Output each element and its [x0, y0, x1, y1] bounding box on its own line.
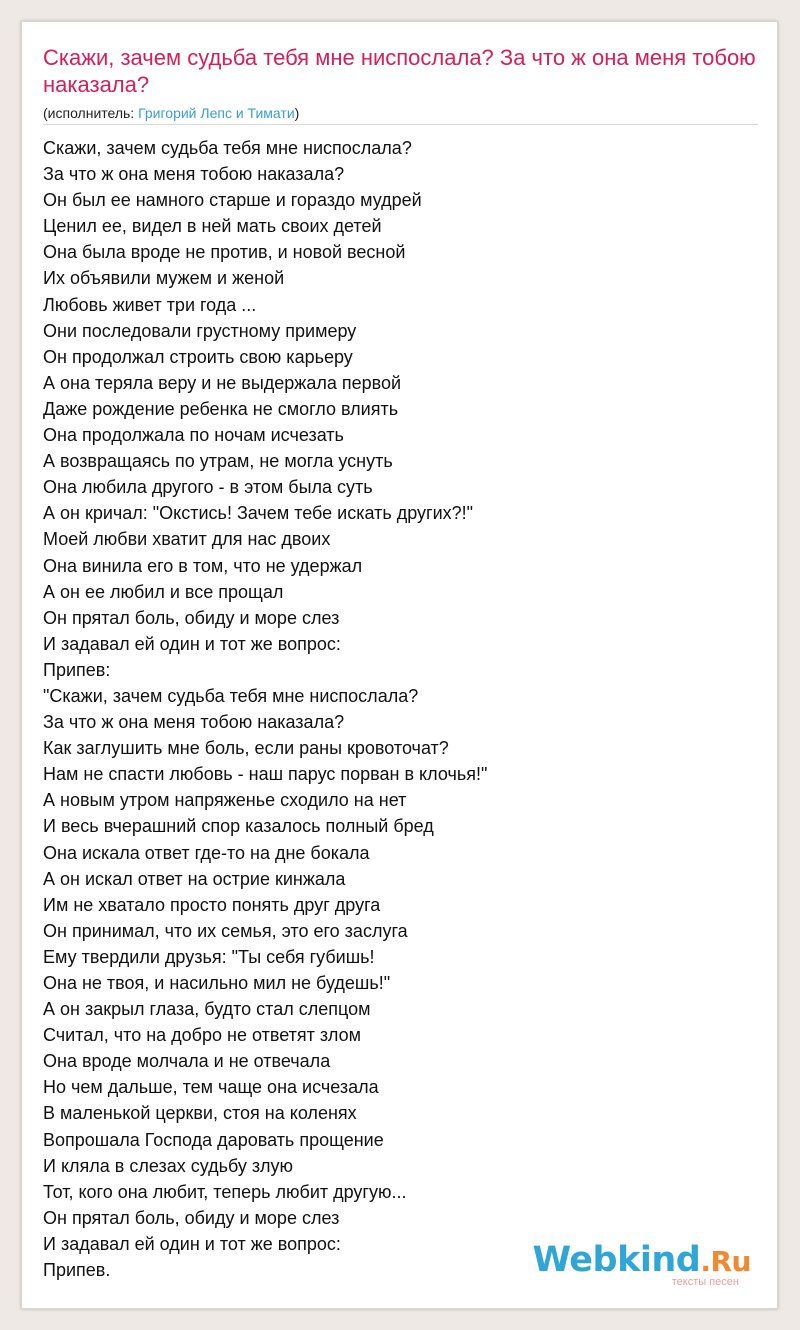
lyric-line: А она теряла веру и не выдержала первой: [43, 372, 402, 393]
lyric-line: Их объявили мужем и женой: [43, 268, 285, 289]
lyric-line: А возвращаясь по утрам, не могла уснуть: [43, 451, 393, 472]
lyric-line: Она вроде молчала и не отвечала: [43, 1051, 331, 1072]
lyric-line: И кляла в слезах судьбу злую: [43, 1155, 293, 1176]
logo-tagline: тексты песен: [671, 1276, 739, 1288]
lyric-line: В маленькой церкви, стоя на коленях: [43, 1103, 357, 1124]
lyric-line: Ему твердили друзья: "Ты себя губишь!: [43, 946, 375, 967]
lyric-line: Они последовали грустному примеру: [43, 320, 357, 341]
lyric-line: А он ее любил и все прощал: [43, 581, 284, 602]
lyric-line: Как заглушить мне боль, если раны кровоточат?: [43, 738, 449, 759]
lyric-line: Скажи, зачем судьба тебя мне ниспослала?: [43, 138, 412, 158]
lyric-line: "Скажи, зачем судьба тебя мне ниспослала?: [43, 685, 419, 706]
lyric-line: А он кричал: "Окстись! Зачем тебе искать других?!": [43, 503, 474, 524]
lyric-line: Она винила его в том, что не удержал: [43, 555, 363, 576]
lyric-line: Даже рождение ребенка не смогло влиять: [43, 398, 399, 419]
lyric-line: И задавал ей один и тот же вопрос:: [43, 633, 341, 654]
lyric-line: За что ж она меня тобою наказала?: [43, 712, 345, 733]
lyric-line: Она искала ответ где-то на дне бокала: [43, 842, 370, 863]
lyric-line: А он закрыл глаза, будто стал слепцом: [43, 999, 371, 1020]
lyric-line: А он искал ответ на острие кинжала: [43, 868, 346, 889]
lyric-line: Он был ее намного старше и гораздо мудрей: [43, 190, 422, 211]
lyric-line: Припев.: [43, 1260, 111, 1281]
lyric-line: Считал, что на добро не ответят злом: [43, 1025, 361, 1046]
logo-wordmark: [532, 1242, 751, 1280]
lyric-line: Моей любви хватит для нас двоих: [43, 529, 331, 550]
lyric-line: За что ж она меня тобою наказала?: [43, 164, 345, 185]
title-divider: [43, 124, 758, 125]
lyric-line: Вопрошала Господа даровать прощение: [43, 1129, 384, 1150]
site-logo[interactable]: [532, 1242, 751, 1288]
artist-line: [43, 104, 299, 122]
logo-name: Webkind: [532, 1240, 701, 1280]
lyric-line: А новым утром напряженье сходило на нет: [43, 790, 407, 811]
lyrics-card: [21, 21, 778, 1309]
lyric-line: Она была вроде не против, и новой весной: [43, 242, 406, 263]
logo-tld: .Ru: [700, 1245, 751, 1278]
lyric-line: Он продолжал строить свою карьеру: [43, 346, 353, 367]
lyric-line: Он прятал боль, обиду и море слез: [43, 607, 340, 628]
artist-suffix: ): [294, 105, 300, 121]
lyric-line: И задавал ей один и тот же вопрос:: [43, 1233, 341, 1254]
lyric-line: Им не хватало просто понять друг друга: [43, 894, 381, 915]
lyric-line: Но чем дальше, тем чаще она исчезала: [43, 1077, 379, 1098]
lyric-line: И весь вчерашний спор казалось полный бред: [43, 816, 434, 837]
lyric-line: Припев:: [43, 659, 111, 680]
lyric-line: Он принимал, что их семья, это его заслуга: [43, 920, 408, 941]
lyric-line: Ценил ее, видел в ней мать своих детей: [43, 216, 382, 237]
lyric-line: Нам не спасти любовь - наш парус порван в клочья!": [43, 764, 488, 785]
artist-link[interactable]: Григорий Лепс и Тимати: [138, 105, 295, 121]
song-title: Скажи, зачем судьба тебя мне ниспослала? За что ж она меня тобою наказала?: [43, 45, 756, 97]
lyric-line: Тот, кого она любит, теперь любит другую...: [43, 1181, 407, 1202]
lyric-line: Он прятал боль, обиду и море слез: [43, 1207, 340, 1228]
lyrics-text: [43, 135, 763, 1283]
artist-prefix: (исполнитель:: [43, 105, 139, 121]
lyric-line: Она продолжала по ночам исчезать: [43, 425, 344, 446]
lyric-line: Она любила другого - в этом была суть: [43, 477, 373, 498]
lyric-line: Она не твоя, и насильно мил не будешь!": [43, 973, 391, 993]
lyric-line: Любовь живет три года ...: [43, 294, 257, 315]
